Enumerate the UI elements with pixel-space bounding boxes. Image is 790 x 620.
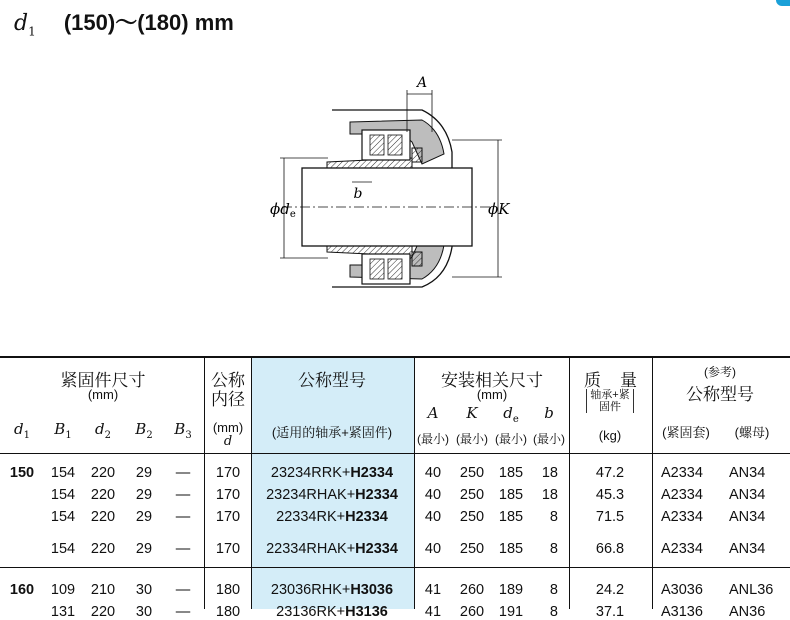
col-de-min: (最小) (495, 432, 527, 446)
cell-bearing: 22334RK+ (276, 509, 346, 525)
col-ref-sleeve: (紧固套) (662, 425, 710, 440)
cell-bearing: 23234RRK+ (270, 465, 351, 481)
col-de: $d_e$ (503, 404, 519, 425)
cell-ref-sleeve: A2334 (661, 541, 703, 557)
col-d1: $d_1$ (14, 420, 30, 441)
cell-A: 40 (424, 541, 442, 557)
cell-designation (271, 582, 393, 598)
cell-ref-nut: AN34 (729, 487, 766, 503)
cell-K: 260 (459, 582, 485, 598)
cell-B2: 29 (135, 487, 153, 503)
col-b2: $B_2$ (135, 420, 153, 441)
cell-ref-nut: ANL36 (729, 582, 774, 598)
header-sleeve-unit: (mm) (87, 387, 119, 402)
cell-de: 185 (498, 487, 524, 503)
header-bore-1: 公称 (211, 371, 245, 390)
cell-de: 191 (498, 604, 524, 620)
col-mass-unit: (kg) (598, 428, 622, 443)
col-k: K (466, 404, 478, 422)
col-bore-unit: (mm) (212, 420, 244, 435)
col-divider (414, 356, 415, 609)
header-mass-2: 量 (620, 371, 637, 390)
cell-B2: 29 (135, 509, 153, 525)
header-mount-unit: (mm) (476, 387, 508, 402)
col-divider (204, 356, 205, 609)
cell-d2: 220 (90, 509, 116, 525)
cell-B3: — (175, 582, 191, 598)
cell-sleeve: H2334 (345, 509, 388, 525)
cell-sleeve: H2334 (355, 541, 398, 557)
cell-B1: 109 (50, 582, 76, 598)
cell-A: 40 (424, 487, 442, 503)
cell-mass: 47.2 (595, 465, 625, 481)
col-b3: $B_3$ (174, 420, 192, 441)
cell-bearing: 22334RHAK+ (266, 541, 356, 557)
cell-ref-nut: AN36 (729, 604, 766, 620)
cell-K: 250 (459, 541, 485, 557)
label-de: $\phi d_e$ (270, 200, 296, 220)
cell-sleeve: H3036 (350, 582, 394, 598)
cell-designation (276, 509, 388, 525)
cell-B1: 154 (50, 487, 76, 503)
cell-K: 250 (459, 465, 485, 481)
header-ref: 公称型号 (686, 385, 754, 404)
col-a-min: (最小) (417, 432, 449, 446)
cell-d1: 150 (9, 465, 35, 481)
cell-B2: 30 (135, 604, 153, 620)
cell-d2: 220 (90, 487, 116, 503)
header-sleeve-dims: 紧固件尺寸 (60, 371, 146, 390)
cell-de: 185 (498, 509, 524, 525)
cell-bearing: 23036RHK+ (270, 582, 351, 598)
cell-b: 8 (549, 604, 558, 620)
label-k: ϕK (488, 200, 510, 218)
cell-bore: 170 (215, 465, 241, 481)
cell-sleeve: H2334 (355, 487, 398, 503)
col-divider (652, 356, 653, 609)
col-bore-sym: d (223, 434, 233, 449)
cell-b: 8 (549, 541, 558, 557)
cell-K: 250 (459, 509, 485, 525)
label-a: A (416, 75, 428, 91)
cell-d2: 210 (90, 582, 116, 598)
col-b-min: (最小) (533, 432, 565, 446)
cell-b: 8 (549, 509, 558, 525)
cell-bearing: 23136RK+ (276, 604, 346, 620)
header-bore-2: 内径 (211, 390, 245, 409)
col-divider (251, 356, 252, 609)
cell-mass: 66.8 (595, 541, 625, 557)
cell-designation (266, 541, 398, 557)
cell-de: 189 (498, 582, 524, 598)
cell-bore: 170 (215, 487, 241, 503)
cell-b: 8 (549, 582, 558, 598)
cell-mass: 24.2 (595, 582, 625, 598)
label-b: b (353, 186, 363, 202)
col-b: b (544, 404, 554, 422)
cell-designation (271, 465, 393, 481)
cell-d2: 220 (90, 465, 116, 481)
cell-B3: — (175, 509, 191, 525)
cell-B1: 154 (50, 541, 76, 557)
cell-bore: 180 (215, 582, 241, 598)
cell-A: 40 (424, 465, 442, 481)
cell-ref-sleeve: A3036 (661, 582, 703, 598)
cell-b: 18 (541, 487, 558, 503)
cell-A: 40 (424, 509, 442, 525)
group-rule (0, 567, 790, 568)
cell-B1: 154 (50, 465, 76, 481)
designation-highlight (251, 356, 414, 609)
cell-K: 260 (459, 604, 485, 620)
cell-B3: — (175, 604, 191, 620)
cell-B3: — (175, 465, 191, 481)
cell-A: 41 (424, 604, 442, 620)
cell-ref-nut: AN34 (729, 465, 766, 481)
cell-B3: — (175, 487, 191, 503)
cell-designation (266, 487, 398, 503)
cell-B1: 131 (50, 604, 76, 620)
col-b1: $B_1$ (54, 420, 72, 441)
header-rule (0, 453, 790, 454)
cell-ref-sleeve: A2334 (661, 487, 703, 503)
table-top-rule (0, 356, 790, 358)
cell-d2: 220 (90, 541, 116, 557)
cell-B2: 29 (135, 541, 153, 557)
header-mass-note: 轴承+紧固件 (586, 389, 634, 413)
cell-mass: 37.1 (595, 604, 625, 620)
cell-ref-sleeve: A3136 (661, 604, 703, 620)
cell-bore: 170 (215, 509, 241, 525)
col-designation-sub: (适用的轴承+紧固件) (271, 425, 393, 440)
cell-mass: 45.3 (595, 487, 625, 503)
cell-ref-nut: AN34 (729, 541, 766, 557)
cell-de: 185 (498, 541, 524, 557)
cell-bore: 180 (215, 604, 241, 620)
col-k-min: (最小) (456, 432, 488, 446)
cell-d1: 160 (9, 582, 35, 598)
header-mass-1: 质 (584, 371, 601, 390)
header-ref-note: (参考) (704, 365, 736, 379)
header-designation: 公称型号 (298, 371, 366, 390)
cell-sleeve: H3136 (345, 604, 388, 620)
bearing-table (0, 356, 790, 620)
cell-ref-nut: AN34 (729, 509, 766, 525)
cell-designation (276, 604, 388, 620)
cell-d2: 220 (90, 604, 116, 620)
col-ref-nut: (螺母) (734, 425, 770, 440)
col-divider (569, 356, 570, 609)
cell-B3: — (175, 541, 191, 557)
col-d2: $d_2$ (95, 420, 111, 441)
bearing-diagram (262, 72, 532, 317)
title-range: (150)～(180) mm (63, 10, 234, 35)
cell-B2: 30 (135, 582, 153, 598)
title-symbol: $d_1$ (14, 11, 36, 39)
cell-b: 18 (541, 465, 558, 481)
cell-sleeve: H2334 (350, 465, 394, 481)
cell-A: 41 (424, 582, 442, 598)
cell-de: 185 (498, 465, 524, 481)
cell-B2: 29 (135, 465, 153, 481)
col-a: A (427, 404, 439, 422)
cell-ref-sleeve: A2334 (661, 509, 703, 525)
cell-ref-sleeve: A2334 (661, 465, 703, 481)
cell-K: 250 (459, 487, 485, 503)
cell-mass: 71.5 (595, 509, 625, 525)
corner-tab (776, 0, 790, 6)
header-mount-dims: 安装相关尺寸 (441, 371, 543, 390)
cell-B1: 154 (50, 509, 76, 525)
page-title (14, 6, 234, 38)
cell-bore: 170 (215, 541, 241, 557)
cell-bearing: 23234RHAK+ (266, 487, 356, 503)
